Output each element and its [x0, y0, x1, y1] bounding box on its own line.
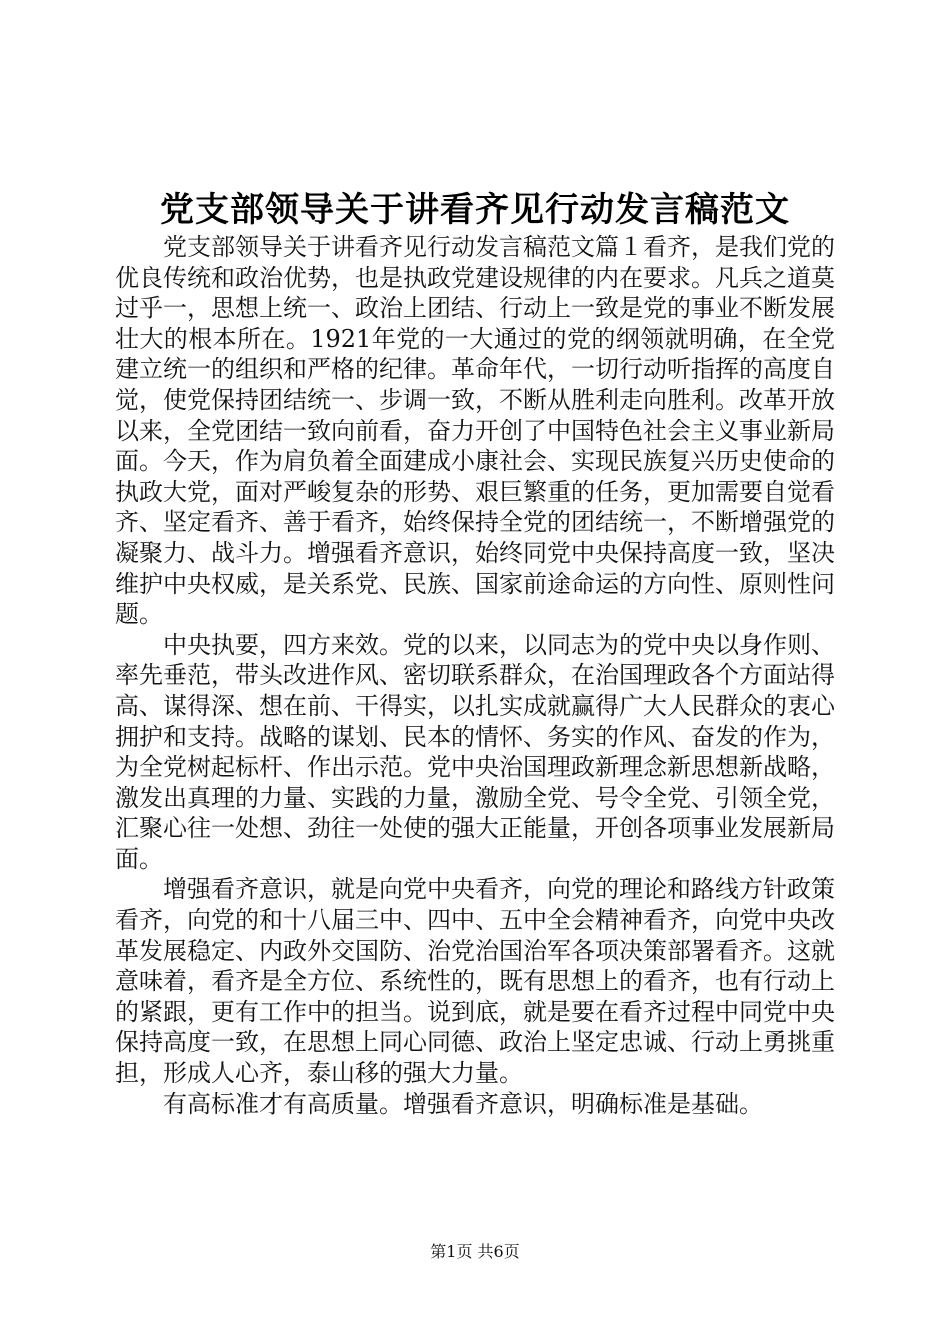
paragraph: 有高标准才有高质量。增强看齐意识，明确标准是基础。	[163, 1089, 763, 1118]
paragraph: 党支部领导关于讲看齐见行动发言稿范文篇１看齐，是我们党的优良传统和政治优势，也是执政党建设规律的内在要求。凡兵之道莫过乎一，思想上统一、政治上团结、行动上一致是党的事业不断发展壮大的根本所在。1921年党的一大通过的党的纲领就明确，在全党建立统一的组织和严格的纪律。革命年代，一切行动听指挥的高度自觉，使党保持团结统一、步调一致，不断从胜利走向胜利。改革开放以来，全党团结一致向前看，奋力开创了中国特色社会主义事业新局面。今天，作为肩负着全面建成小康社会、实现民族复兴历史使命的执政大党，面对严峻复杂的形势、艰巨繁重的任务，更加需要自觉看齐、坚定看齐、善于看齐，始终保持全党的团结统一，不断增强党的凝聚力、战斗力。增强看齐意识，始终同党中央保持高度一致，坚决维护中央权威，是关系党、民族、国家前途命运的方向性、原则性问题。	[115, 233, 835, 629]
page-number-footer: 第1页 共6页	[430, 1242, 520, 1261]
paragraph: 增强看齐意识，就是向党中央看齐，向党的理论和路线方针政策看齐，向党的和十八届三中、四中、五中全会精神看齐，向党中央改革发展稳定、内政外交国防、治党治国治军各项决策部署看齐。这就意味着，看齐是全方位、系统性的，既有思想上的看齐，也有行动上的紧跟，更有工作中的担当。说到底，就是要在看齐过程中同党中央保持高度一致，在思想上同心同德、政治上坚定忠诚、行动上勇挑重担，形成人心齐，泰山移的强大力量。	[115, 875, 835, 1088]
document-body	[115, 232, 835, 1119]
paragraph: 中央执要，四方来效。党的以来，以同志为的党中央以身作则、率先垂范，带头改进作风、密切联系群众，在治国理政各个方面站得高、谋得深、想在前、干得实，以扎实成就赢得广大人民群众的衷心拥护和支持。战略的谋划、民本的情怀、务实的作风、奋发的作为，为全党树起标杆、作出示范。党中央治国理政新理念新思想新战略，激发出真理的力量、实践的力量，激励全党、号令全党、引领全党，汇聚心往一处想、劲往一处使的强大正能量，开创各项事业发展新局面。	[115, 630, 835, 873]
document-title: 党支部领导关于讲看齐见行动发言稿范文	[160, 190, 790, 230]
